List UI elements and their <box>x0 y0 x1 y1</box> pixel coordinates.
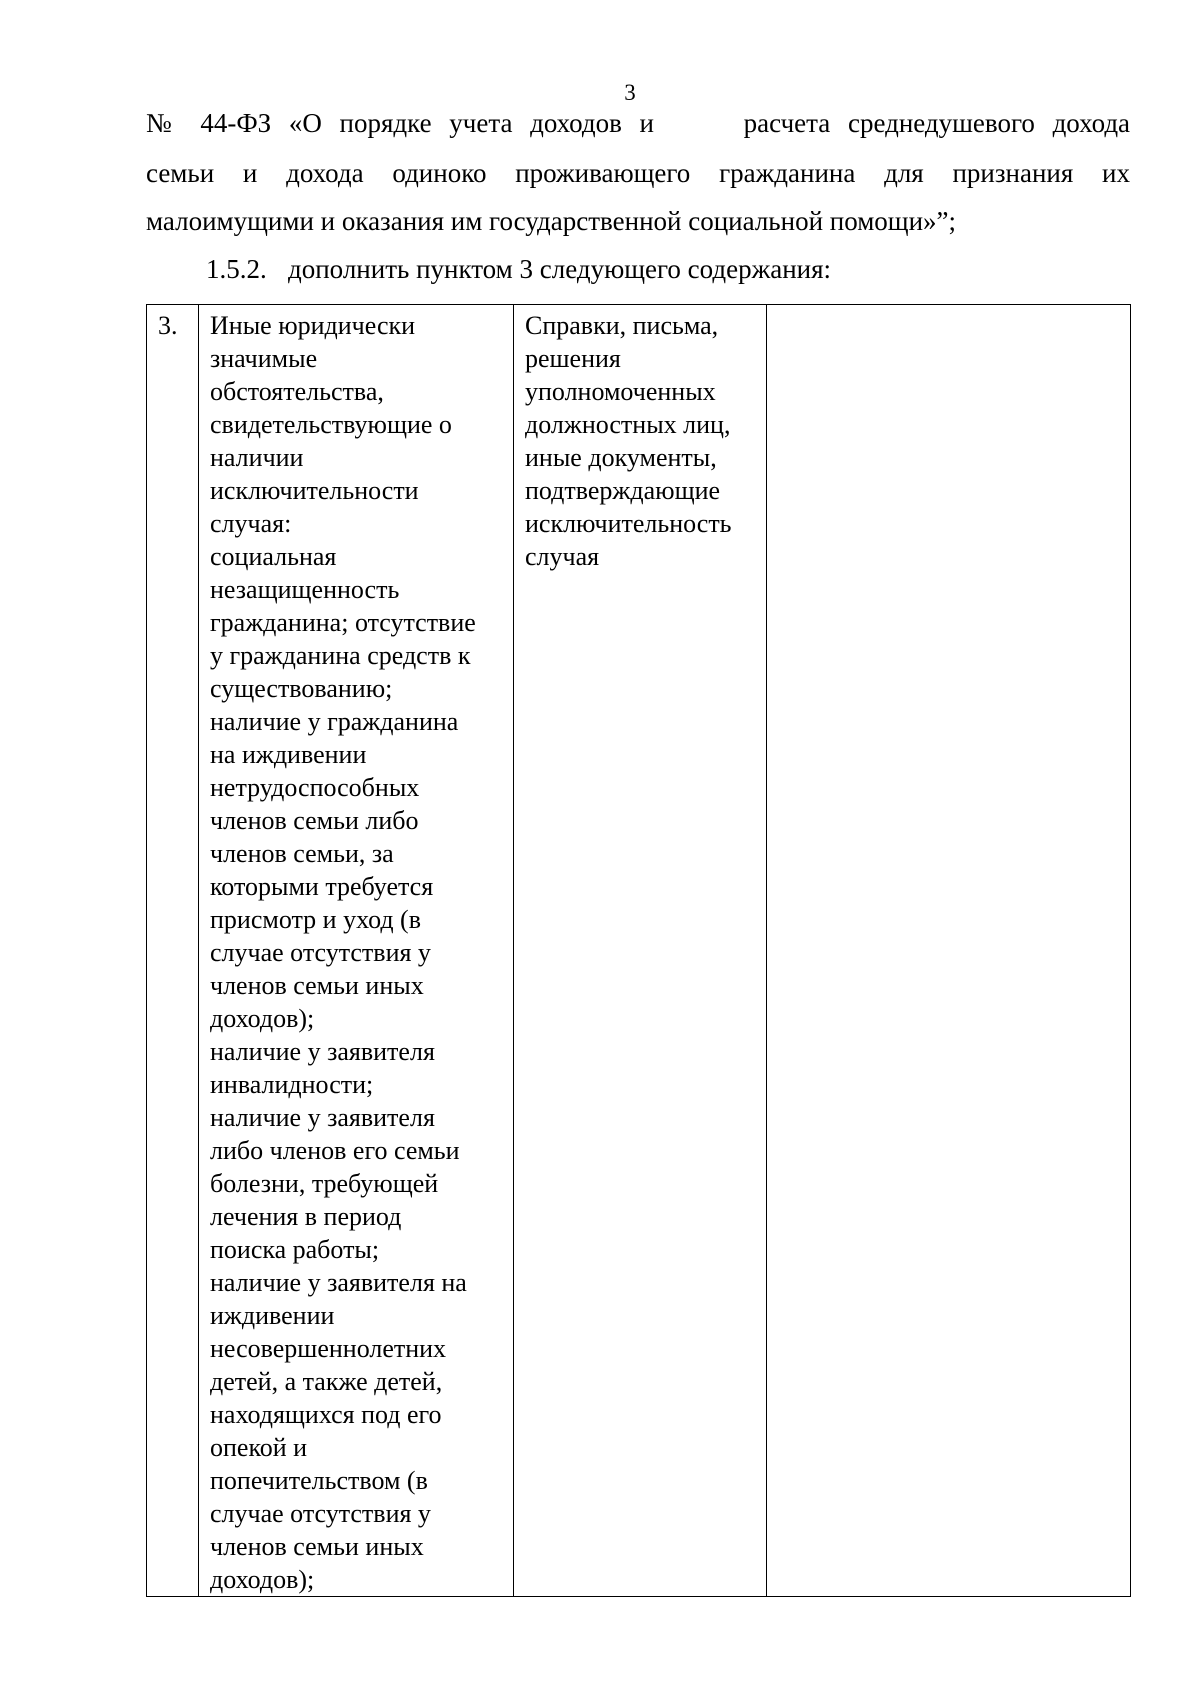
paragraph-line-3: малоимущими и оказания им государственной социальной помощи»”; <box>146 206 957 236</box>
row-number: 3. <box>158 311 178 340</box>
cell-text-line: социальная <box>210 542 337 571</box>
cell-text-line: доходов); <box>210 1004 315 1033</box>
cell-text-line: наличие у гражданина <box>210 707 459 736</box>
paragraph-word: одиноко <box>392 158 487 188</box>
cell-text-line: незащищенность <box>210 575 400 604</box>
cell-text-line: членов семьи иных <box>210 1532 424 1561</box>
paragraph-word: расчета <box>743 108 831 138</box>
cell-text-line: у гражданина средств к <box>210 641 471 670</box>
paragraph-word: проживающего <box>515 158 691 188</box>
paragraph-word: семьи <box>146 158 215 188</box>
cell-text-line: наличии <box>210 443 304 472</box>
cell-text-line: наличие у заявителя <box>210 1103 435 1132</box>
paragraph-word: дохода <box>286 158 364 188</box>
cell-text-line: исключительность <box>525 509 732 538</box>
cell-text-line: доходов); <box>210 1565 315 1594</box>
paragraph-word: для <box>884 158 924 188</box>
cell-text-line: случая <box>525 542 600 571</box>
cell-text-line: Иные юридически <box>210 311 416 340</box>
cell-text-line: случая: <box>210 509 292 538</box>
cell-text-line: наличие у заявителя на <box>210 1268 467 1297</box>
paragraph-line-2 <box>146 156 1130 190</box>
cell-text-line: инвалидности; <box>210 1070 374 1099</box>
paragraph-word: среднедушевого <box>847 108 1035 138</box>
subitem-number: 1.5.2. <box>206 254 267 284</box>
cell-text-line: присмотр и уход (в <box>210 905 421 934</box>
paragraph-line-1 <box>146 106 1130 140</box>
paragraph-word: дохода <box>1052 108 1131 138</box>
cell-text-line: на иждивении <box>210 740 367 769</box>
paragraph-word: их <box>1102 158 1130 188</box>
cell-text-line: находящихся под его <box>210 1400 442 1429</box>
cell-text-line: случае отсутствия у <box>210 938 431 967</box>
cell-text-line: решения <box>525 344 621 373</box>
cell-text-line: опекой и <box>210 1433 308 1462</box>
cell-text-line: гражданина; отсутствие <box>210 608 476 637</box>
cell-text-line: поиска работы; <box>210 1235 380 1264</box>
cell-text-line: обстоятельства, <box>210 377 384 406</box>
amendment-table <box>146 304 1131 1597</box>
cell-text-line: которыми требуется <box>210 872 434 901</box>
subitem-line <box>206 252 831 286</box>
table-row <box>147 305 1131 1597</box>
cell-text-line: лечения в период <box>210 1202 402 1231</box>
empty-cell <box>767 305 1131 1597</box>
cell-text-line: свидетельствующие о <box>210 410 452 439</box>
cell-text-line: наличие у заявителя <box>210 1037 435 1066</box>
cell-text-line: значимые <box>210 344 318 373</box>
cell-text-line: исключительности <box>210 476 419 505</box>
cell-text-line: болезни, требующей <box>210 1169 439 1198</box>
cell-text-line: несовершеннолетних <box>210 1334 447 1363</box>
cell-text-line: попечительством (в <box>210 1466 428 1495</box>
cell-text-line: нетрудоспособных <box>210 773 420 802</box>
cell-text-line: членов семьи либо <box>210 806 419 835</box>
circumstances-cell <box>199 305 514 1597</box>
cell-text-line: иждивении <box>210 1301 335 1330</box>
cell-text-line: Справки, письма, <box>525 311 719 340</box>
cell-text-line: членов семьи, за <box>210 839 394 868</box>
cell-text-line: либо членов его семьи <box>210 1136 460 1165</box>
cell-text-line: случае отсутствия у <box>210 1499 431 1528</box>
paragraph-word: гражданина <box>719 158 856 188</box>
cell-text-line: должностных лиц, <box>525 410 731 439</box>
cell-text-line: иные документы, <box>525 443 717 472</box>
cell-text-line: членов семьи иных <box>210 971 424 1000</box>
subitem-text: дополнить пунктом 3 следующего содержания: <box>288 254 832 284</box>
page-number: 3 <box>624 80 636 105</box>
row-number-cell <box>147 305 199 1597</box>
cell-text-line: детей, а также детей, <box>210 1367 443 1396</box>
cell-text-line: уполномоченных <box>525 377 716 406</box>
documents-cell <box>514 305 767 1597</box>
paragraph-line-1-left: № 44-ФЗ «О порядке учета доходов и <box>146 108 654 138</box>
paragraph-word: признания <box>952 158 1074 188</box>
cell-text-line: подтверждающие <box>525 476 721 505</box>
paragraph-word: и <box>242 158 258 188</box>
cell-text-line: существованию; <box>210 674 393 703</box>
